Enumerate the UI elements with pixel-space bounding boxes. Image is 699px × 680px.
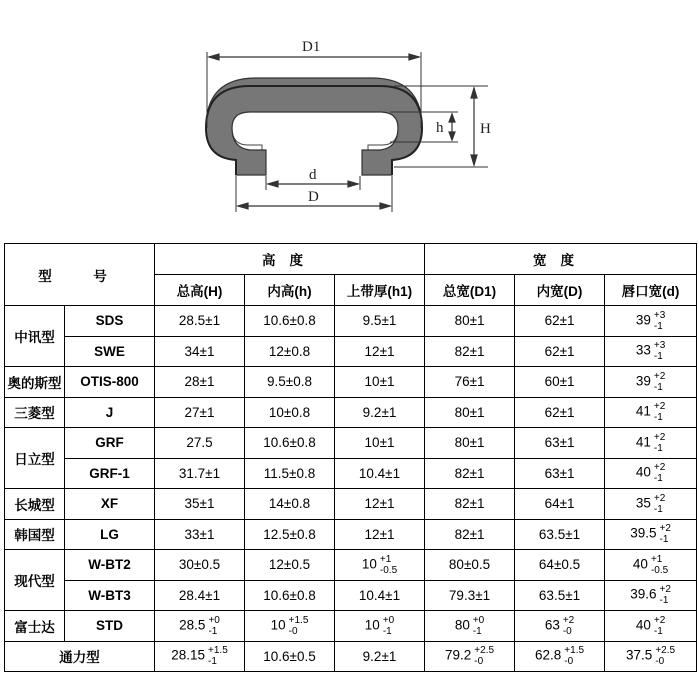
cell-value: 80±1	[454, 404, 485, 420]
tolerance-lower: -0.5	[379, 564, 398, 576]
tolerance-lower: -1	[653, 320, 663, 332]
tolerance-upper: +3	[653, 309, 666, 321]
width-header: 宽度	[425, 244, 697, 275]
tolerance-upper: +1	[379, 553, 392, 565]
cell-value: 37.5	[626, 647, 653, 663]
label-D: D	[308, 189, 319, 205]
cell-value: 10.6±0.8	[263, 313, 316, 329]
cell-value: 11.5±0.8	[263, 465, 316, 481]
cell-H	[155, 397, 245, 428]
tolerance	[474, 645, 494, 667]
col-header-D: 内宽(D)	[515, 275, 605, 306]
brand-cell: 现代型	[5, 550, 65, 611]
tolerance	[563, 615, 574, 637]
type-header: 型 号	[5, 244, 155, 306]
cell-H	[155, 580, 245, 611]
brand-cell: 富士达	[5, 611, 65, 642]
cell-value: 34±1	[184, 343, 215, 359]
tolerance-lower: -0	[655, 656, 665, 668]
cell-value: 64±1	[544, 496, 575, 512]
cell-h1	[335, 550, 425, 581]
cell-H	[155, 458, 245, 489]
cell-value: 40	[632, 556, 648, 572]
tolerance-lower: -0	[474, 656, 484, 668]
cell-d	[605, 489, 697, 520]
col-header-h1: 上带厚(h1)	[335, 275, 425, 306]
tolerance-upper: +0	[382, 614, 395, 626]
cell-D1	[425, 458, 515, 489]
tolerance	[659, 523, 670, 545]
cell-d	[605, 611, 697, 642]
brand-cell: 韩国型	[5, 519, 65, 550]
tolerance	[654, 401, 665, 423]
cell-value: 10.6±0.8	[263, 435, 316, 451]
cell-d	[605, 519, 697, 550]
tolerance-lower: -0	[562, 625, 572, 637]
cell-d	[605, 580, 697, 611]
cell-value: 63±1	[544, 465, 575, 481]
cell-H	[155, 519, 245, 550]
tolerance-upper: +2	[653, 401, 666, 413]
col-header-h: 内高(h)	[245, 275, 335, 306]
cell-value: 80±1	[454, 435, 485, 451]
cell-h1	[335, 397, 425, 428]
cell-value: 62.8	[535, 647, 562, 663]
cell-value: 82±1	[454, 496, 485, 512]
cell-d	[605, 306, 697, 337]
table-row	[5, 580, 697, 611]
cell-value: 63	[544, 617, 560, 633]
cell-h	[245, 397, 335, 428]
tolerance-upper: +0	[208, 614, 220, 626]
cell-value: 63±1	[544, 435, 575, 451]
model-cell: LG	[65, 519, 155, 550]
col-header-H: 总高(H)	[155, 275, 245, 306]
tolerance	[654, 340, 665, 362]
cell-D1	[425, 519, 515, 550]
table-row	[5, 306, 697, 337]
model-cell: STD	[65, 611, 155, 642]
cell-value: 27.5	[186, 435, 213, 451]
cell-H	[155, 428, 245, 459]
table-row	[5, 641, 697, 672]
cell-D	[515, 550, 605, 581]
cell-value: 80±1	[454, 313, 485, 329]
cell-D1	[425, 336, 515, 367]
col-header-D1: 总宽(D1)	[425, 275, 515, 306]
cell-H	[155, 367, 245, 398]
cell-value: 10	[361, 556, 377, 572]
tolerance-upper: +1.5	[288, 614, 309, 626]
cell-h1	[335, 641, 425, 672]
cell-h	[245, 611, 335, 642]
cell-D	[515, 336, 605, 367]
cell-value: 10.4±1	[358, 465, 401, 481]
cell-value: 12.5±0.8	[263, 526, 316, 542]
cell-value: 62±1	[544, 404, 575, 420]
tolerance	[289, 615, 309, 637]
tolerance-upper: +2	[653, 614, 666, 626]
cell-value: 60±1	[544, 374, 575, 390]
tolerance-upper: +1	[650, 553, 663, 565]
cell-value: 64±0.5	[538, 557, 581, 573]
cell-value: 82±1	[454, 465, 485, 481]
col-header-d: 唇口宽(d)	[605, 275, 697, 306]
cell-value: 80	[454, 617, 470, 633]
tolerance	[654, 371, 665, 393]
spec-table	[4, 243, 697, 672]
tolerance-lower: -1	[659, 534, 669, 546]
model-cell: SWE	[65, 336, 155, 367]
brand-cell: 通力型	[5, 641, 155, 672]
tolerance-lower: -1	[653, 412, 663, 424]
cell-D	[515, 397, 605, 428]
tolerance	[208, 615, 219, 637]
tolerance-upper: +2	[659, 523, 671, 535]
cell-value: 79.3±1	[448, 587, 491, 603]
cell-value: 76±1	[454, 374, 485, 390]
cell-d	[605, 397, 697, 428]
table-row	[5, 489, 697, 520]
tolerance-lower: -1	[208, 656, 217, 668]
handrail-profile-diagram	[0, 0, 699, 240]
cell-h	[245, 336, 335, 367]
cell-h	[245, 428, 335, 459]
tolerance-upper: +3	[653, 340, 666, 352]
cell-h1	[335, 336, 425, 367]
model-cell: SDS	[65, 306, 155, 337]
tolerance-lower: -1	[653, 503, 663, 515]
cell-D1	[425, 489, 515, 520]
cell-value: 10.6±0.8	[263, 587, 316, 603]
tolerance-upper: +2	[653, 492, 666, 504]
model-cell: GRF	[65, 428, 155, 459]
cell-value: 80±0.5	[448, 557, 491, 573]
cell-H	[155, 489, 245, 520]
height-header: 高度	[155, 244, 425, 275]
cell-value: 28±1	[184, 374, 215, 390]
tolerance	[654, 615, 665, 637]
cell-value: 28.15	[171, 647, 206, 663]
cell-H	[155, 641, 245, 672]
cell-value: 10	[270, 617, 286, 633]
cell-D	[515, 580, 605, 611]
table-row	[5, 397, 697, 428]
cell-value: 62±1	[544, 313, 575, 329]
cell-h	[245, 519, 335, 550]
tolerance-upper: +2	[653, 462, 666, 474]
cell-value: 82±1	[454, 526, 485, 542]
cell-value: 62±1	[544, 343, 575, 359]
cell-D1	[425, 550, 515, 581]
table-row	[5, 367, 697, 398]
tolerance	[654, 310, 665, 332]
tolerance	[380, 554, 397, 576]
brand-cell: 日立型	[5, 428, 65, 489]
tolerance-lower: -1	[653, 625, 663, 637]
model-cell: XF	[65, 489, 155, 520]
cell-h1	[335, 611, 425, 642]
cell-value: 10±1	[364, 435, 395, 451]
cell-value: 39.5	[630, 525, 657, 541]
cell-value: 10±0.8	[268, 404, 311, 420]
cell-D1	[425, 611, 515, 642]
label-h: h	[436, 120, 444, 136]
cell-value: 9.5±1	[362, 313, 397, 329]
tolerance-lower: -0.5	[650, 564, 669, 576]
tolerance-upper: +2.5	[655, 645, 676, 657]
cell-value: 12±1	[364, 343, 395, 359]
model-cell: GRF-1	[65, 458, 155, 489]
cell-value: 10±1	[364, 374, 395, 390]
cell-D	[515, 641, 605, 672]
tolerance-lower: -1	[472, 625, 482, 637]
cell-h	[245, 458, 335, 489]
cell-value: 82±1	[454, 343, 485, 359]
table-row	[5, 519, 697, 550]
tolerance-lower: -1	[653, 442, 663, 454]
cell-h1	[335, 306, 425, 337]
tolerance-upper: +2	[653, 431, 666, 443]
tolerance-upper: +2	[562, 614, 575, 626]
cell-D	[515, 489, 605, 520]
tolerance-lower: -1	[208, 625, 218, 637]
cell-D1	[425, 641, 515, 672]
brand-cell: 奥的斯型	[5, 367, 65, 398]
cell-d	[605, 367, 697, 398]
cell-D1	[425, 367, 515, 398]
cell-value: 40	[635, 617, 651, 633]
cell-D1	[425, 580, 515, 611]
table-row	[5, 336, 697, 367]
cell-h1	[335, 580, 425, 611]
model-cell: W-BT3	[65, 580, 155, 611]
cell-value: 33	[635, 342, 651, 358]
cell-D	[515, 367, 605, 398]
cell-d	[605, 336, 697, 367]
profile-body	[206, 78, 422, 175]
model-cell: W-BT2	[65, 550, 155, 581]
cell-h	[245, 367, 335, 398]
cell-value: 39.6	[630, 586, 657, 602]
tolerance-lower: -1	[653, 473, 663, 485]
cell-d	[605, 641, 697, 672]
tolerance-upper: +1.5	[208, 645, 228, 657]
cell-value: 39	[635, 312, 651, 328]
tolerance-lower: -1	[382, 625, 392, 637]
cell-value: 35	[635, 495, 651, 511]
cell-h1	[335, 519, 425, 550]
tolerance	[564, 645, 584, 667]
cell-value: 31.7±1	[178, 465, 221, 481]
cell-value: 79.2	[445, 647, 472, 663]
cell-D1	[425, 428, 515, 459]
table-row	[5, 550, 697, 581]
model-cell: OTIS-800	[65, 367, 155, 398]
cell-value: 40	[635, 464, 651, 480]
cell-h	[245, 489, 335, 520]
cell-D	[515, 428, 605, 459]
tolerance-lower: -0	[288, 625, 298, 637]
cell-D	[515, 519, 605, 550]
cell-H	[155, 550, 245, 581]
cell-H	[155, 336, 245, 367]
cell-value: 28.5	[179, 617, 206, 633]
tolerance-upper: +0	[472, 614, 485, 626]
tolerance-lower: -0	[564, 656, 574, 668]
table-row	[5, 458, 697, 489]
cell-value: 12±1	[364, 496, 395, 512]
cell-D	[515, 458, 605, 489]
tolerance	[654, 493, 665, 515]
brand-cell: 三菱型	[5, 397, 65, 428]
cell-value: 63.5±1	[538, 587, 581, 603]
cell-value: 9.2±1	[362, 648, 397, 664]
cell-value: 30±0.5	[178, 557, 221, 573]
label-D1: D1	[302, 39, 321, 55]
cell-value: 63.5±1	[538, 526, 581, 542]
tolerance-upper: +2	[659, 584, 671, 596]
cell-value: 39	[635, 373, 651, 389]
cell-value: 41	[635, 434, 651, 450]
cell-value: 10.4±1	[358, 587, 401, 603]
cell-h1	[335, 367, 425, 398]
cell-h	[245, 306, 335, 337]
cell-h	[245, 550, 335, 581]
cell-value: 9.5±0.8	[267, 374, 312, 390]
label-d: d	[309, 167, 317, 183]
cell-value: 9.2±1	[362, 404, 397, 420]
tolerance	[651, 554, 668, 576]
cell-D1	[425, 397, 515, 428]
tolerance	[655, 645, 675, 667]
model-cell: J	[65, 397, 155, 428]
tolerance-upper: +2.5	[474, 645, 495, 657]
cell-D	[515, 306, 605, 337]
cell-value: 35±1	[184, 496, 215, 512]
cell-value: 12±0.8	[268, 343, 311, 359]
tolerance	[383, 615, 394, 637]
cell-D1	[425, 306, 515, 337]
cell-D	[515, 611, 605, 642]
cell-H	[155, 611, 245, 642]
table-row	[5, 611, 697, 642]
brand-cell: 中讯型	[5, 306, 65, 367]
tolerance-lower: -1	[659, 595, 669, 607]
cell-value: 12±0.5	[268, 557, 311, 573]
cell-value: 27±1	[184, 404, 215, 420]
cell-value: 41	[635, 403, 651, 419]
table-row	[5, 428, 697, 459]
brand-cell: 长城型	[5, 489, 65, 520]
cell-d	[605, 428, 697, 459]
cell-value: 28.5±1	[178, 313, 221, 329]
cell-h1	[335, 428, 425, 459]
cell-value: 28.4±1	[178, 587, 221, 603]
tolerance-upper: +2	[653, 370, 666, 382]
cell-h1	[335, 458, 425, 489]
tolerance	[654, 462, 665, 484]
cell-value: 10.6±0.5	[263, 648, 316, 664]
cell-value: 14±0.8	[268, 496, 311, 512]
cell-value: 33±1	[184, 526, 215, 542]
cell-value: 10	[364, 617, 380, 633]
tolerance-lower: -1	[653, 351, 663, 363]
cell-h	[245, 580, 335, 611]
tolerance	[473, 615, 484, 637]
cell-d	[605, 550, 697, 581]
cell-h	[245, 641, 335, 672]
tolerance-lower: -1	[653, 381, 663, 393]
tolerance	[659, 584, 670, 606]
cell-d	[605, 458, 697, 489]
tolerance	[208, 645, 228, 667]
tolerance	[654, 432, 665, 454]
cell-H	[155, 306, 245, 337]
cell-h1	[335, 489, 425, 520]
tolerance-upper: +1.5	[564, 645, 585, 657]
cell-value: 12±1	[364, 526, 395, 542]
label-H: H	[480, 121, 491, 137]
